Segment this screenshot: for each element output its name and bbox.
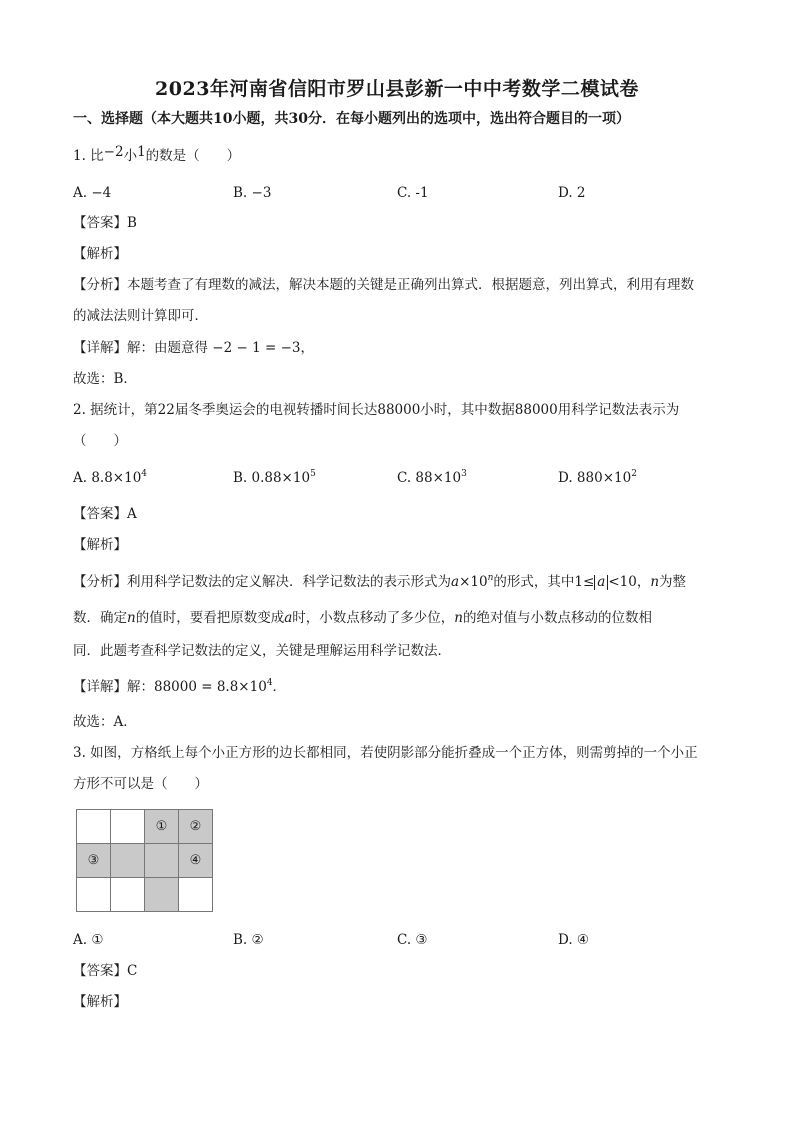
q1-analysis-line-2: 的减法法则计算即可． xyxy=(73,308,208,324)
q2-option-c-base: C. 88×10 xyxy=(397,470,462,486)
question-3-stem-line-2: 方形不可以是（ ） xyxy=(73,776,208,792)
q2-option-a xyxy=(73,469,147,487)
q3-option-c: C. ③ xyxy=(397,932,428,948)
q3-option-a: A. ① xyxy=(73,932,104,948)
q2-analysis-2a: 数．确定 xyxy=(73,610,127,626)
q2-analysis-1d: n xyxy=(487,573,494,583)
q1-stem-post: 的数是（ ） xyxy=(145,148,241,164)
q2-detail-exp: 4 xyxy=(266,678,273,688)
q2-analysis-1e: 的形式，其中1≤ xyxy=(493,574,595,590)
q2-detail-end: ． xyxy=(272,679,287,695)
question-2-stem-line-1: 2. 据统计，第22届冬季奥运会的电视转播时间长达88000小时，其中数据88000用科学记数法表示为 xyxy=(73,402,680,418)
q2-option-d-base: D. 880×10 xyxy=(558,470,632,486)
grid-cell xyxy=(111,810,145,844)
q1-detail: 【详解】解：由题意得 −2 − 1 = −3， xyxy=(73,340,314,356)
grid-cell xyxy=(111,878,145,912)
q2-analysis-line-3: 同．此题考查科学记数法的定义，关键是理解运用科学记数法． xyxy=(73,643,451,659)
q2-analysis-1g: <10， xyxy=(608,574,651,590)
q2-analysis-2c: 的值时，要看把原数变成 xyxy=(135,610,285,626)
q2-analysis-1a: 【分析】利用科学记数法的定义解决．科学记数法的表示形式为 xyxy=(73,574,451,590)
q2-option-b xyxy=(233,469,316,487)
grid-cell xyxy=(77,810,111,844)
q2-detail-base: 【详解】解：88000 = 8.8×10 xyxy=(73,679,267,695)
q2-option-b-base: B. 0.88×10 xyxy=(233,470,311,486)
section-heading: 一、选择题（本大题共10小题，共30分．在每小题列出的选项中，选出符合题目的一项） xyxy=(73,111,630,127)
grid-cell xyxy=(179,878,213,912)
q1-analysis-line-1: 【分析】本题考查了有理数的减法，解决本题的关键是正确列出算式．根据题意，列出算式，利用有理数 xyxy=(73,277,694,293)
q2-analysis-2f: n xyxy=(454,610,463,626)
q2-choice: 故选：A． xyxy=(73,714,137,730)
q2-option-c-exp: 3 xyxy=(461,469,467,479)
q3-option-b: B. ② xyxy=(233,932,264,948)
grid-cell-shaded xyxy=(145,878,179,912)
q2-option-d xyxy=(558,469,637,487)
grid-cell-shaded xyxy=(145,844,179,878)
question-1-stem xyxy=(73,144,241,165)
q1-option-a: A. −4 xyxy=(73,185,112,201)
grid-cell-label-4: ④ xyxy=(179,844,213,878)
q1-jiexi: 【解析】 xyxy=(73,246,127,262)
q1-option-b: B. −3 xyxy=(233,185,272,201)
q3-answer: 【答案】C xyxy=(73,963,138,979)
grid-cell-label-2: ② xyxy=(179,810,213,844)
square-grid-figure xyxy=(76,809,213,912)
q2-analysis-2e: 时，小数点移动了多少位， xyxy=(292,610,455,626)
q1-answer: 【答案】B xyxy=(73,215,137,231)
q2-analysis-1i: 为整 xyxy=(659,574,687,590)
grid-cell xyxy=(77,878,111,912)
q3-jiexi: 【解析】 xyxy=(73,994,127,1010)
question-2-stem-line-2: （ ） xyxy=(73,433,127,449)
q1-stem-mid: 小 xyxy=(123,148,138,164)
q2-option-d-exp: 2 xyxy=(631,469,637,479)
grid-cell-shaded xyxy=(111,844,145,878)
q2-analysis-line-1 xyxy=(73,573,686,591)
q1-option-c: C. -1 xyxy=(397,185,429,201)
q2-analysis-1h: n xyxy=(650,574,660,590)
q2-analysis-1c: ×10 xyxy=(459,574,488,590)
q2-analysis-2b: n xyxy=(127,610,136,626)
q2-analysis-1b: a xyxy=(451,574,460,590)
grid-cell-label-3: ③ xyxy=(77,844,111,878)
q1-option-d: D. 2 xyxy=(558,185,586,201)
q1-stem-b: 1 xyxy=(137,144,146,160)
q2-option-c xyxy=(397,469,467,487)
q1-stem-pre: 1. 比 xyxy=(73,148,104,164)
q2-analysis-2g: 的绝对值与小数点移动的位数相 xyxy=(462,610,652,626)
q2-analysis-2d: a xyxy=(284,610,293,626)
q2-answer: 【答案】A xyxy=(73,506,137,522)
q1-stem-a: −2 xyxy=(103,144,124,160)
q2-option-a-exp: 4 xyxy=(141,469,148,479)
q2-option-a-base: A. 8.8×10 xyxy=(73,470,142,486)
q1-choice: 故选：B． xyxy=(73,371,137,387)
q2-option-b-exp: 5 xyxy=(310,469,316,479)
q2-jiexi: 【解析】 xyxy=(73,537,127,553)
question-3-stem-line-1: 3. 如图，方格纸上每个小正方形的边长都相同，若使阴影部分能折叠成一个正方体，则需剪掉的一个小正 xyxy=(73,745,698,761)
grid-cell-label-1: ① xyxy=(145,810,179,844)
q3-option-d: D. ④ xyxy=(558,932,590,948)
page-title: 2023年河南省信阳市罗山县彭新一中中考数学二模试卷 xyxy=(155,78,639,100)
q2-detail xyxy=(73,678,286,696)
q2-analysis-line-2 xyxy=(73,609,652,627)
q2-analysis-1f: a xyxy=(594,575,608,590)
